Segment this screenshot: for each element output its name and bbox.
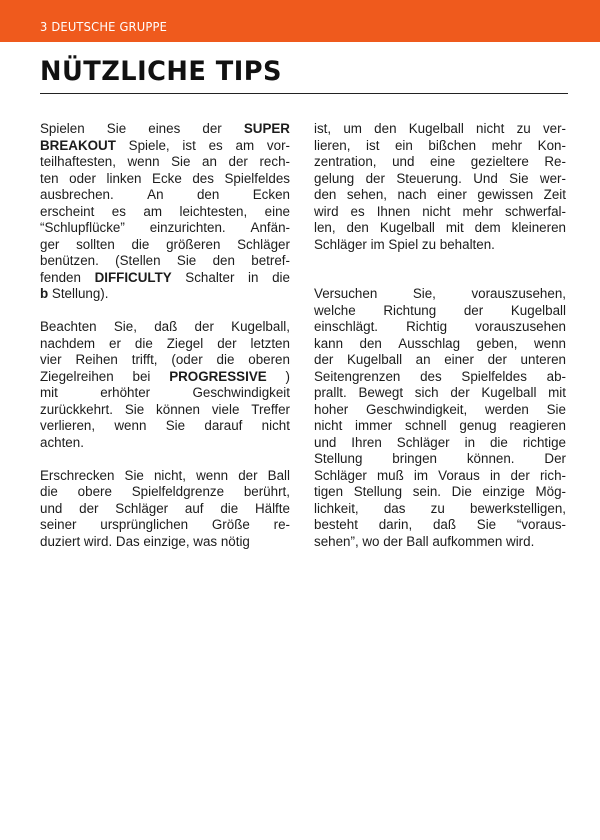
text-word: BREAKOUT [40,137,116,153]
text-word: und [392,154,415,169]
text-word: mit [445,220,464,235]
text-word: ver- [542,121,566,136]
text-line [314,517,566,534]
text-line [314,121,566,138]
text-line [314,138,566,155]
paragraph-gap [40,451,290,468]
text-word: ein [394,137,413,153]
text-word: (oder [171,352,203,367]
text-word: ist [182,137,196,153]
text-word: des [192,170,214,186]
text-word: sein. [412,484,442,499]
text-word: Sie [476,517,497,532]
text-word: werden [484,401,529,417]
text-word: Versuchen [314,286,378,301]
text-word: erhöhter [100,385,151,400]
text-line [314,534,566,551]
text-word: gelung [314,170,355,186]
text-word: betref- [251,253,290,268]
text-line [40,501,290,518]
text-line [40,220,290,237]
text-word: obere [77,484,112,499]
text-word: das [383,500,406,516]
text-line [40,369,290,386]
text-word: gezieltere [470,154,529,169]
text-word: unteren [520,352,566,367]
text-word: wenn [114,418,147,433]
text-word: wenn [196,467,229,483]
text-word: reagieren [509,418,566,433]
text-word: den [374,121,397,136]
text-line [314,237,566,254]
text-segment: Stellung). [48,286,109,301]
text-word: daß [432,517,457,532]
text-word: seiner [40,517,77,532]
text-word: Ihren [351,434,382,450]
text-word: letzten [250,335,290,351]
text-word: mit [40,385,58,400]
text-line [314,303,566,320]
text-word: Kugelball [481,385,537,400]
text-word: zu [516,121,531,136]
text-line [314,154,566,171]
text-line [40,385,290,402]
text-word: Schläger [115,500,169,516]
text-word: die [220,500,239,516]
text-word: schwerfal- [504,203,566,219]
text-line [40,418,290,435]
text-line [314,385,566,402]
text-word: nicht [422,203,451,219]
text-word: einschlägt. [314,319,379,334]
text-word: auf [184,500,204,516]
text-word: in [464,434,476,450]
text-word: zu [430,500,445,516]
text-word: richtige [522,434,566,450]
text-word: der [238,467,258,483]
text-word: Sie [176,253,197,268]
text-word: Ausschlag [398,335,461,351]
text-word: Richtung [383,302,437,318]
text-word: ursprünglichen [100,517,189,532]
paragraph-gap [40,303,290,320]
text-word: die [489,434,508,450]
text-word: der [217,335,237,351]
text-word: Kugelball [346,352,403,367]
text-segment: achten. [40,434,84,450]
text-word: Spielen [40,121,85,136]
text-word: “voraus- [516,517,566,532]
text-line [40,402,290,419]
text-word: Seitengrenzen [314,368,401,384]
text-word: Schläger [237,236,290,252]
text-word: des [420,368,442,384]
text-line [314,435,566,452]
text-word: immer [355,418,393,433]
text-word: größeren [166,236,221,252]
text-word: einer [444,352,474,367]
text-word: im [413,467,429,483]
text-word: am [235,137,255,153]
text-word: bei [132,368,151,384]
text-word: oberen [248,352,290,367]
text-line [314,204,566,221]
text-word: Der [544,451,566,466]
text-word: der [314,352,334,367]
text-line [40,138,290,155]
text-word: ) [285,368,290,384]
text-word: Kon- [537,137,566,153]
text-word: es [111,203,126,219]
text-line [40,253,290,270]
text-word: der [202,121,222,136]
text-word: Reihen [75,352,118,367]
text-word: der [228,154,248,169]
text-word: die [131,236,150,252]
text-word: teilhaftesten, [40,154,116,169]
text-word: Anfän- [250,220,290,235]
text-word: rich- [539,467,566,483]
text-word: den [359,335,382,351]
text-word: Ziegelreihen [40,368,114,384]
text-word: Sie [124,467,144,483]
text-line [40,237,290,254]
text-word: Voraus [438,467,480,483]
text-word: nicht [476,121,505,136]
text-word: an [202,154,217,169]
text-word: “Schlupflücke” [40,220,125,235]
text-word: Sie [546,401,566,417]
text-word: wenn [533,335,566,351]
text-word: können [156,401,200,417]
text-word: Steuerung. [396,170,462,186]
text-word: re- [273,517,290,532]
text-word: darin, [378,517,413,532]
text-word: vor- [266,137,290,153]
text-word: den [212,253,235,268]
header-bar [0,0,600,42]
text-word: der [487,352,507,367]
text-word: die [134,335,153,351]
text-word: zentration, [314,154,377,169]
text-line [40,517,290,534]
text-word: Spiele, [128,137,170,153]
text-word: es [208,137,223,153]
text-line [314,451,566,468]
text-word: PROGRESSIVE [169,368,267,384]
text-word: schnell [404,418,447,433]
text-segment: sehen”, wo der Ball aufkommen wird. [314,533,535,549]
text-word: Spielfeldes [461,368,527,384]
text-word: Größe [211,517,250,532]
text-word: er [109,335,121,351]
title-divider [40,93,568,94]
text-word: in [248,269,259,285]
text-word: An [147,187,164,202]
text-word: benützen. [40,253,99,268]
text-word: Schläger [314,467,367,483]
text-word: erscheint [40,203,95,219]
text-word: und [314,434,337,450]
text-word: eine [429,154,456,169]
text-word: Geschwindigkeit, [365,401,468,417]
text-word: mehr [462,203,493,219]
text-word: an [415,352,431,367]
text-word: kleineren [511,220,566,235]
text-word: der [510,467,530,483]
text-word: eine [264,203,290,219]
text-word: dem [474,220,501,235]
text-word: Ball [267,467,290,483]
text-line [314,286,566,303]
text-word: (Stellen [115,253,161,268]
text-word: Kugelball [408,121,464,136]
text-line [314,171,566,188]
text-word: der [463,302,484,318]
text-word: lieren, [314,137,351,153]
text-word: Spielfeldgrenze [131,484,225,499]
text-word: Sie, [113,319,137,334]
text-word: Zeit [543,187,566,202]
text-word: der [194,319,214,334]
text-word: sich [414,385,439,400]
text-word: Sie [165,418,186,433]
text-line [314,484,566,501]
text-word: trifft, [131,352,158,367]
text-word: der [365,170,385,186]
text-word: wenn [127,154,160,169]
text-word: Bewegt [358,385,404,400]
text-word: Stellung [314,451,363,466]
text-word: die [272,269,290,285]
text-word: ist [366,137,380,153]
section-label: 3 DEUTSCHE GRUPPE [40,19,168,34]
text-word: berührt, [243,484,290,499]
text-word: muß [376,467,404,483]
text-line [40,187,290,204]
text-word: Schläger [396,434,450,450]
text-word: nachdem [40,335,96,351]
text-word: Ziegel [166,335,204,351]
text-word: vorauszusehen, [471,286,566,301]
text-line [314,319,566,336]
text-line [40,171,290,188]
text-word: einer [437,187,467,202]
text-word: Treffer [251,401,290,417]
text-line [40,270,290,287]
text-word: wird [314,203,339,219]
text-line [314,187,566,204]
text-word: am [143,203,163,219]
text-word: Ecken [252,187,290,202]
text-line [314,501,566,518]
text-word: Sie [171,154,191,169]
text-word: genug [459,418,497,433]
text-word: ten [40,170,59,186]
text-word: Mög- [535,484,566,499]
page-title: NÜTZLICHE TIPS [40,56,282,87]
text-word: Stellung [353,484,403,499]
text-line [40,484,290,501]
text-word: in [489,467,501,483]
text-segment: Schläger im Spiel zu behalten. [314,236,495,252]
text-word: Hälfte [254,500,290,516]
text-word: Die [451,484,472,499]
text-word: der [450,385,470,400]
text-word: kann [314,335,344,351]
text-line [40,204,290,221]
text-word: um [343,121,362,136]
text-word: tigen [314,484,344,499]
paragraph-gap [314,253,566,286]
text-word: bringen [392,451,437,466]
text-line [314,418,566,435]
text-segment: b [40,286,49,301]
text-word: und [40,500,63,516]
text-line [40,435,290,452]
text-word: welche [314,302,356,318]
text-word: lichkeit, [314,500,359,516]
text-word: zurückkehrt. [40,401,113,417]
text-line [40,319,290,336]
text-line [314,220,566,237]
text-word: gewissen [477,187,534,202]
text-line [314,352,566,369]
text-word: ist, [314,121,332,136]
text-word: wer- [539,170,566,186]
text-word: die [216,352,235,367]
text-line [40,121,290,138]
text-word: ger [40,236,60,252]
text-word: nicht [314,418,343,433]
text-word: Kugelball [379,220,435,235]
text-line [314,468,566,485]
right-text-column [314,121,566,550]
text-word: eines [148,121,181,136]
text-word: Beachten [40,319,97,334]
text-line [314,336,566,353]
text-word: Geschwindigkeit [192,385,290,400]
text-word: daß [154,319,178,334]
text-word: SUPER [243,121,290,136]
text-word: sollten [76,236,115,252]
text-word: geben, [476,335,518,351]
text-word: Spielfeldes [224,170,290,186]
text-word: Sie [106,121,127,136]
text-line [314,402,566,419]
text-word: Erschrecken [40,467,115,483]
text-word: Und [473,170,498,186]
text-line [314,369,566,386]
text-word: Ihnen [376,203,411,219]
text-word: den [346,220,369,235]
text-word: vier [40,352,62,367]
text-word: leichtesten, [179,203,248,219]
text-word: den [314,187,337,202]
text-word: sehen, [346,187,388,202]
text-line [40,468,290,485]
text-word: Kugelball, [231,319,290,334]
text-word: mehr [491,137,523,153]
text-word: Schalter [185,269,235,285]
text-word: Richtig [406,319,448,334]
text-word: prallt. [314,385,347,400]
text-line [40,154,290,171]
text-word: len, [314,220,336,235]
left-text-column [40,121,290,550]
text-word: nicht [261,418,290,433]
text-word: es [350,203,365,219]
text-word: Sie, [412,286,436,301]
text-word: DIFFICULTY [94,269,172,285]
text-word: Re- [544,154,566,169]
text-word: bewerkstelligen, [469,500,566,516]
text-word: mit [548,385,566,400]
text-word: Sie [509,170,529,186]
text-word: darauf [204,418,243,433]
text-line [40,352,290,369]
text-line [40,286,290,303]
text-word: verlieren, [40,418,96,433]
text-word: Kugelball [510,302,566,318]
text-word: ab- [546,368,566,384]
text-segment: duziert wird. Das einzige, was nötig [40,533,250,549]
text-word: fenden [40,269,81,285]
text-word: besteht [314,517,358,532]
text-word: nicht, [153,467,186,483]
text-word: rech- [259,154,290,169]
text-word: der [79,500,99,516]
text-word: Sie [124,401,145,417]
text-word: hoher [314,401,349,417]
text-word: Ecke [152,170,182,186]
text-line [40,336,290,353]
text-word: oder [69,170,96,186]
text-line [40,534,290,551]
text-word: können. [466,451,515,466]
text-word: die [40,484,58,499]
text-word: nach [397,187,427,202]
text-word: bißchen [428,137,477,153]
text-word: einzige [482,484,525,499]
text-word: vorauszusehen [475,319,566,334]
text-word: den [196,187,220,202]
text-word: viele [211,401,240,417]
text-word: linken [106,170,142,186]
text-word: ausbrechen. [40,187,114,202]
text-word: einzurichten. [149,220,226,235]
